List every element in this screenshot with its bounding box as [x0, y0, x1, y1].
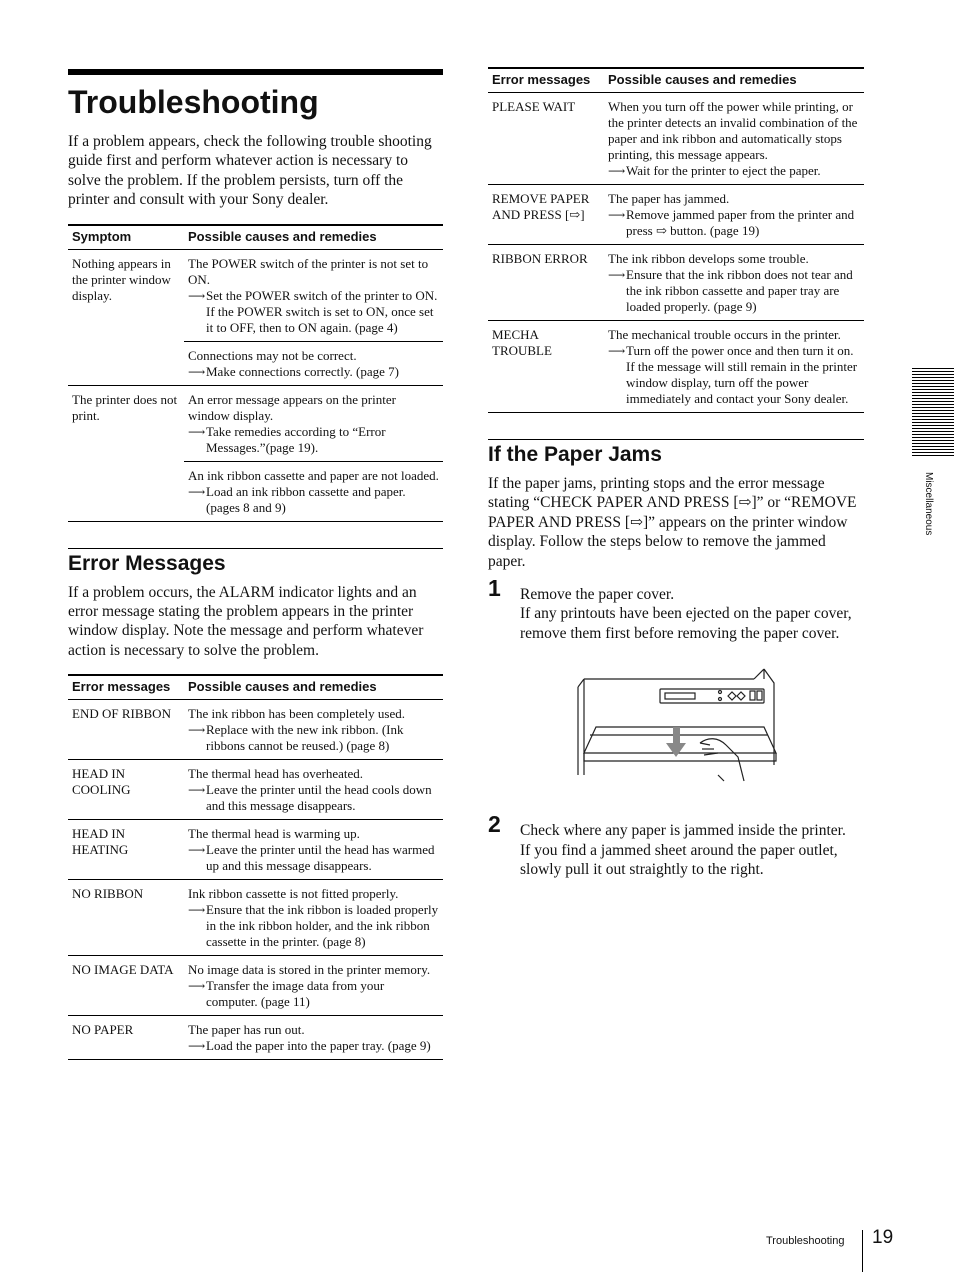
remedy-cell	[604, 245, 864, 321]
step-detail: If any printouts have been ejected on the paper cover, remove them first before removing the paper cover.	[520, 605, 852, 642]
remedy-text: Replace with the new ink ribbon. (Ink ribbons cannot be reused.) (page 8)	[206, 722, 404, 754]
right-arrow-icon: ⟶	[188, 1039, 206, 1054]
remedy-cell	[184, 880, 443, 956]
cause-text: An ink ribbon cassette and paper are not loaded.	[188, 467, 439, 483]
symptom-table	[68, 224, 443, 522]
error-message-cell: HEAD IN HEATING	[68, 820, 184, 880]
error-table-left	[68, 674, 443, 1060]
error-message-cell: MECHA TROUBLE	[488, 321, 604, 413]
remedy-text: Make connections correctly. (page 7)	[206, 363, 399, 379]
right-arrow-icon: ⟶	[608, 164, 626, 178]
cause-text: An error message appears on the printer window display.	[188, 391, 396, 423]
cause-text: The ink ribbon develops some trouble.	[608, 251, 809, 266]
page-number: 19	[872, 1227, 894, 1248]
remedy-text: Wait for the printer to eject the paper.	[626, 163, 821, 178]
step-number: 2	[488, 811, 501, 838]
remedy-text: Leave the printer until the head has warmed up and this message disappears.	[206, 842, 435, 874]
error-message-cell: RIBBON ERROR	[488, 245, 604, 321]
remedy-cell	[604, 185, 864, 245]
right-arrow-icon: ⟶	[188, 979, 206, 994]
cause-text: The thermal head has overheated.	[188, 766, 364, 782]
cause-text: The paper has jammed.	[608, 191, 730, 206]
step-1	[488, 575, 864, 643]
paper-jam-intro: If the paper jams, printing stops and the error message stating “CHECK PAPER AND PRESS [⇨]” or “REMOVE PAPER AND PRESS [⇨]” appears on the printer window display. Follow the steps below to remove the jammed paper.	[488, 475, 857, 570]
left-column	[68, 69, 443, 1060]
remedy-cell	[604, 321, 864, 413]
footer-section-label: Troubleshooting	[766, 1235, 845, 1247]
table-row	[68, 385, 443, 461]
error-rows-left	[68, 700, 443, 1060]
table-row	[488, 245, 864, 321]
cause-text: The POWER switch of the printer is not set to ON.	[188, 255, 429, 287]
remedy-text: Load an ink ribbon cassette and paper. (pages 8 and 9)	[206, 483, 406, 515]
step-number: 1	[488, 575, 501, 602]
right-arrow-icon: ⟶	[188, 903, 206, 918]
column-header-symptom: Symptom	[68, 225, 184, 250]
error-message-cell: NO PAPER	[68, 1016, 184, 1060]
step-instruction: Check where any paper is jammed inside the printer.	[520, 822, 846, 840]
section-tab-label: Miscellaneous	[923, 472, 934, 536]
table-row	[488, 321, 864, 413]
remedy-cell	[184, 249, 443, 341]
right-arrow-icon: ⟶	[188, 424, 206, 439]
intro-paragraph: If a problem appears, check the following trouble shooting guide first and perform whatever action is necessary to solve the problem. If the problem persists, turn off the printer and consult with your Sony dealer.	[68, 133, 432, 209]
right-column	[488, 67, 864, 879]
remedy-text: Load the paper into the paper tray. (page 9)	[206, 1038, 431, 1054]
table-row	[68, 880, 443, 956]
cause-text: When you turn off the power while printing, or the printer detects an invalid combination of the paper and ink ribbon and automatically stops printing, this message appears.	[608, 99, 858, 162]
table-row	[68, 249, 443, 341]
remedy-text: Set the POWER switch of the printer to ON. If the POWER switch is set to ON, once set it to OFF, then to ON again. (page 4)	[206, 287, 438, 335]
remedy-text: Take remedies according to “Error Messages.”(page 19).	[206, 423, 386, 455]
error-messages-intro: If a problem occurs, the ALARM indicator lights and an error message stating the problem appears in the printer window display. Note the message and perform whatever action is necessary to solve the problem.	[68, 583, 424, 659]
table-row	[488, 185, 864, 245]
remedy-cell	[184, 760, 443, 820]
remedy-text: Transfer the image data from your computer. (page 11)	[206, 978, 385, 1010]
section-rule	[68, 548, 443, 549]
error-message-cell: END OF RIBBON	[68, 700, 184, 760]
remedy-cell	[184, 956, 443, 1016]
error-message-cell: REMOVE PAPER AND PRESS [⇨]	[488, 185, 604, 245]
table-row	[68, 700, 443, 760]
right-arrow-icon: ⟶	[188, 484, 206, 499]
page-title: Troubleshooting	[68, 84, 319, 120]
cause-text: The thermal head is warming up.	[188, 826, 360, 842]
error-message-cell: PLEASE WAIT	[488, 93, 604, 185]
right-arrow-icon: ⟶	[608, 268, 626, 282]
column-header-remedies: Possible causes and remedies	[604, 68, 864, 93]
column-header-remedies: Possible causes and remedies	[184, 225, 443, 250]
cause-text: No image data is stored in the printer memory.	[188, 962, 431, 978]
right-arrow-icon: ⟶	[608, 344, 626, 358]
remedy-cell	[184, 820, 443, 880]
right-arrow-icon: ⟶	[188, 288, 206, 303]
table-row	[488, 93, 864, 185]
remedy-text: Leave the printer until the head cools down and this message disappears.	[206, 782, 432, 814]
step-instruction: Remove the paper cover.	[520, 586, 675, 604]
error-message-cell: NO RIBBON	[68, 880, 184, 956]
step-2	[488, 811, 864, 879]
remedy-cell	[184, 341, 443, 385]
right-arrow-icon: ⟶	[188, 364, 206, 379]
remedy-cell	[184, 461, 443, 521]
error-messages-heading: Error Messages	[68, 551, 226, 575]
title-rule	[68, 69, 443, 75]
remedy-text: Remove jammed paper from the printer and press ⇨ button. (page 19)	[626, 207, 855, 238]
error-message-cell: HEAD IN COOLING	[68, 760, 184, 820]
cause-text: Connections may not be correct.	[188, 347, 357, 363]
section-tab-marker	[912, 368, 954, 458]
symptom-cell: Nothing appears in the printer window display.	[68, 249, 184, 385]
column-header-remedies: Possible causes and remedies	[184, 675, 443, 700]
symptom-cell: The printer does not print.	[68, 385, 184, 521]
column-header-error-messages: Error messages	[488, 68, 604, 93]
remedy-cell	[184, 700, 443, 760]
remedy-cell	[184, 1016, 443, 1060]
remedy-text: Ensure that the ink ribbon is loaded properly in the ink ribbon holder, and the ink ribbon cassette in the printer. (page 8)	[206, 902, 439, 950]
right-arrow-icon: ⟶	[608, 208, 626, 222]
cause-text: The paper has run out.	[188, 1022, 305, 1038]
table-row	[68, 760, 443, 820]
paper-jam-heading: If the Paper Jams	[488, 443, 662, 466]
cause-text: The mechanical trouble occurs in the printer.	[608, 327, 841, 342]
step-detail: If you find a jammed sheet around the paper outlet, slowly pull it out straightly to the right.	[520, 841, 838, 879]
remedy-text: Ensure that the ink ribbon does not tear and the ink ribbon cassette and paper tray are loaded properly. (page 9)	[626, 267, 853, 314]
right-arrow-icon: ⟶	[188, 843, 206, 858]
cause-text: Ink ribbon cassette is not fitted properly.	[188, 886, 399, 902]
printer-paper-cover-illustration	[568, 665, 778, 790]
remedy-text: Turn off the power once and then turn it on. If the message will still remain in the printer window display, turn off the power immediately and contact your Sony dealer.	[626, 343, 858, 406]
table-row	[68, 956, 443, 1016]
table-row	[68, 820, 443, 880]
remedy-cell	[184, 385, 443, 461]
right-arrow-icon: ⟶	[188, 783, 206, 798]
footer-divider	[862, 1230, 863, 1272]
cause-text: The ink ribbon has been completely used.	[188, 706, 405, 722]
table-row	[68, 1016, 443, 1060]
error-message-cell: NO IMAGE DATA	[68, 956, 184, 1016]
column-header-error-messages: Error messages	[68, 675, 184, 700]
error-rows-right	[488, 93, 864, 413]
section-rule	[488, 439, 864, 440]
remedy-cell	[604, 93, 864, 185]
error-table-right	[488, 67, 864, 413]
right-arrow-icon: ⟶	[188, 723, 206, 738]
